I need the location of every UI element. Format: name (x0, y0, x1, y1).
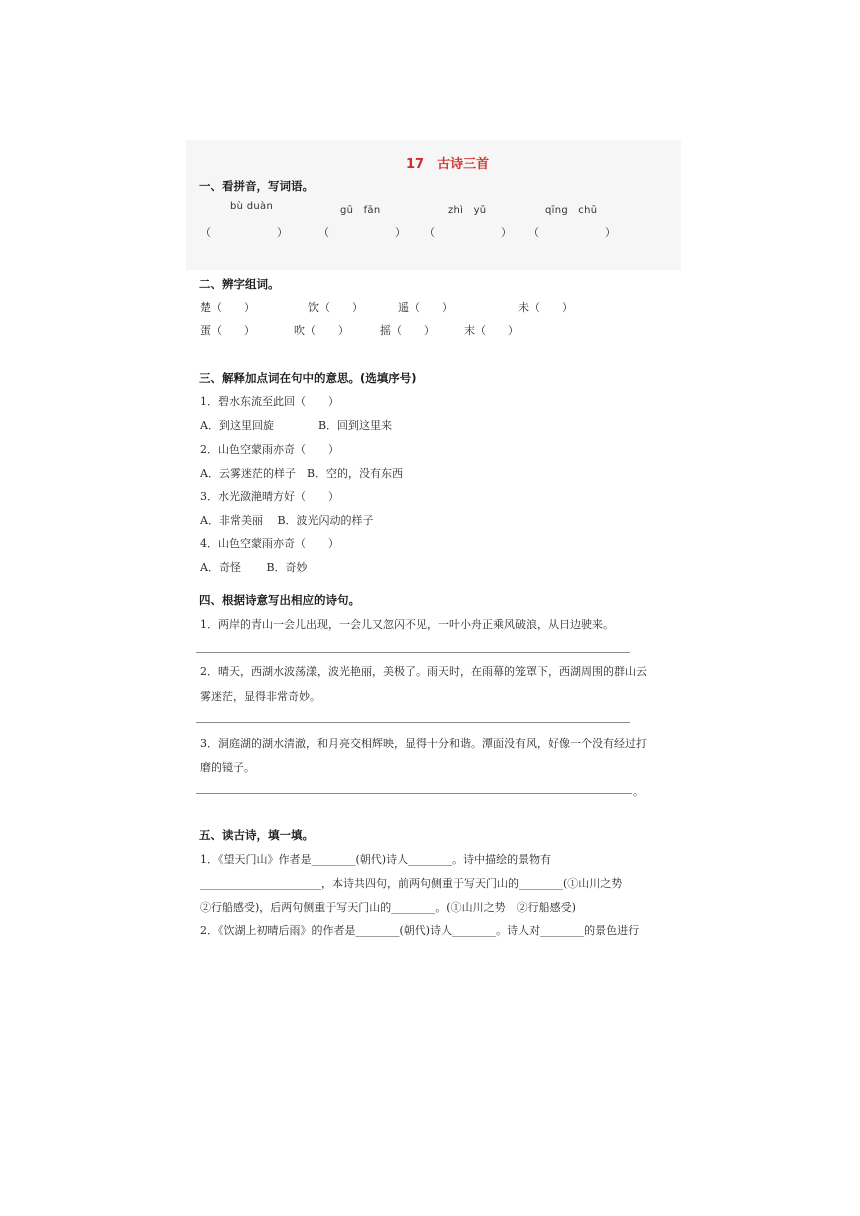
section-1-heading: 一、看拼音，写词语。 (199, 179, 314, 193)
option-line: A．奇怪 B．奇妙 (200, 561, 308, 574)
fill-line-2[interactable]: ______________________，本诗共四句，前两句侧重于写天门山的________(①山川之势 (200, 877, 623, 890)
answer-line-3[interactable] (196, 793, 632, 794)
pinyin-2: gū fān (340, 205, 381, 216)
pinyin-4: qīng chū (545, 205, 598, 216)
question-line: 4．山色空蒙雨亦奇（ ） (200, 537, 339, 550)
option-line: A．到这里回旋 B．回到这里来 (200, 419, 393, 432)
section-4-heading: 四、根据诗意写出相应的诗句。 (199, 593, 360, 607)
question-line: 3．水光潋滟晴方好（ ） (200, 490, 339, 503)
char-pair-7[interactable]: 摇（ ） (380, 324, 435, 337)
poem-meaning-1: 1．两岸的青山一会儿出现，一会儿又忽闪不见，一叶小舟正乘风破浪，从日边驶来。 (200, 618, 614, 631)
pinyin-1: bù duàn (230, 201, 274, 212)
char-pair-4[interactable]: 未（ ） (518, 301, 573, 314)
answer-box-1[interactable]: （ ） (200, 226, 288, 239)
section-3-heading: 三、解释加点词在句中的意思。(选填序号) (199, 371, 417, 385)
answer-line-2[interactable] (196, 722, 630, 723)
pinyin-3: zhì yǔ (448, 205, 487, 216)
option-line: A．云雾迷茫的样子 B．空的，没有东西 (200, 467, 404, 480)
char-pair-2[interactable]: 饮（ ） (308, 301, 363, 314)
fill-line-4[interactable]: 2．《饮湖上初晴后雨》的作者是________(朝代)诗人________。诗人对________的景色进行 (200, 924, 640, 937)
char-pair-8[interactable]: 末（ ） (464, 324, 519, 337)
end-period: 。 (633, 785, 644, 798)
char-pair-6[interactable]: 吹（ ） (294, 324, 349, 337)
char-pair-5[interactable]: 蛋（ ） (200, 324, 255, 337)
poem-meaning-2-cont: 雾迷茫，显得非常奇妙。 (200, 690, 321, 703)
fill-line-3[interactable]: ②行船感受)，后两句侧重于写天门山的________。(①山川之势 ②行船感受) (200, 901, 576, 914)
option-line: A．非常美丽 B．波光闪动的样子 (200, 514, 374, 527)
fill-line-1[interactable]: 1．《望天门山》作者是________(朝代)诗人________。诗中描绘的景物有 (200, 853, 552, 866)
poem-meaning-3-cont: 磨的镜子。 (200, 761, 255, 774)
answer-box-4[interactable]: （ ） (528, 226, 616, 239)
poem-meaning-2: 2．晴天，西湖水波荡漾，波光艳丽，美极了。雨天时，在雨幕的笼罩下，西湖周围的群山云 (200, 665, 647, 678)
answer-line-1[interactable] (196, 652, 630, 653)
char-pair-3[interactable]: 遥（ ） (398, 301, 453, 314)
question-line: 1．碧水东流至此回（ ） (200, 395, 339, 408)
char-pair-1[interactable]: 楚（ ） (200, 301, 255, 314)
answer-box-2[interactable]: （ ） (318, 226, 406, 239)
question-line: 2．山色空蒙雨亦奇（ ） (200, 443, 339, 456)
answer-box-3[interactable]: （ ） (424, 226, 512, 239)
section-5-heading: 五、读古诗，填一填。 (199, 828, 314, 842)
page-title: 17 古诗三首 (406, 157, 490, 172)
section-2-heading: 二、辨字组词。 (199, 277, 280, 291)
poem-meaning-3: 3．洞庭湖的湖水清澈，和月亮交相辉映，显得十分和谐。潭面没有风，好像一个没有经过打 (200, 737, 647, 750)
